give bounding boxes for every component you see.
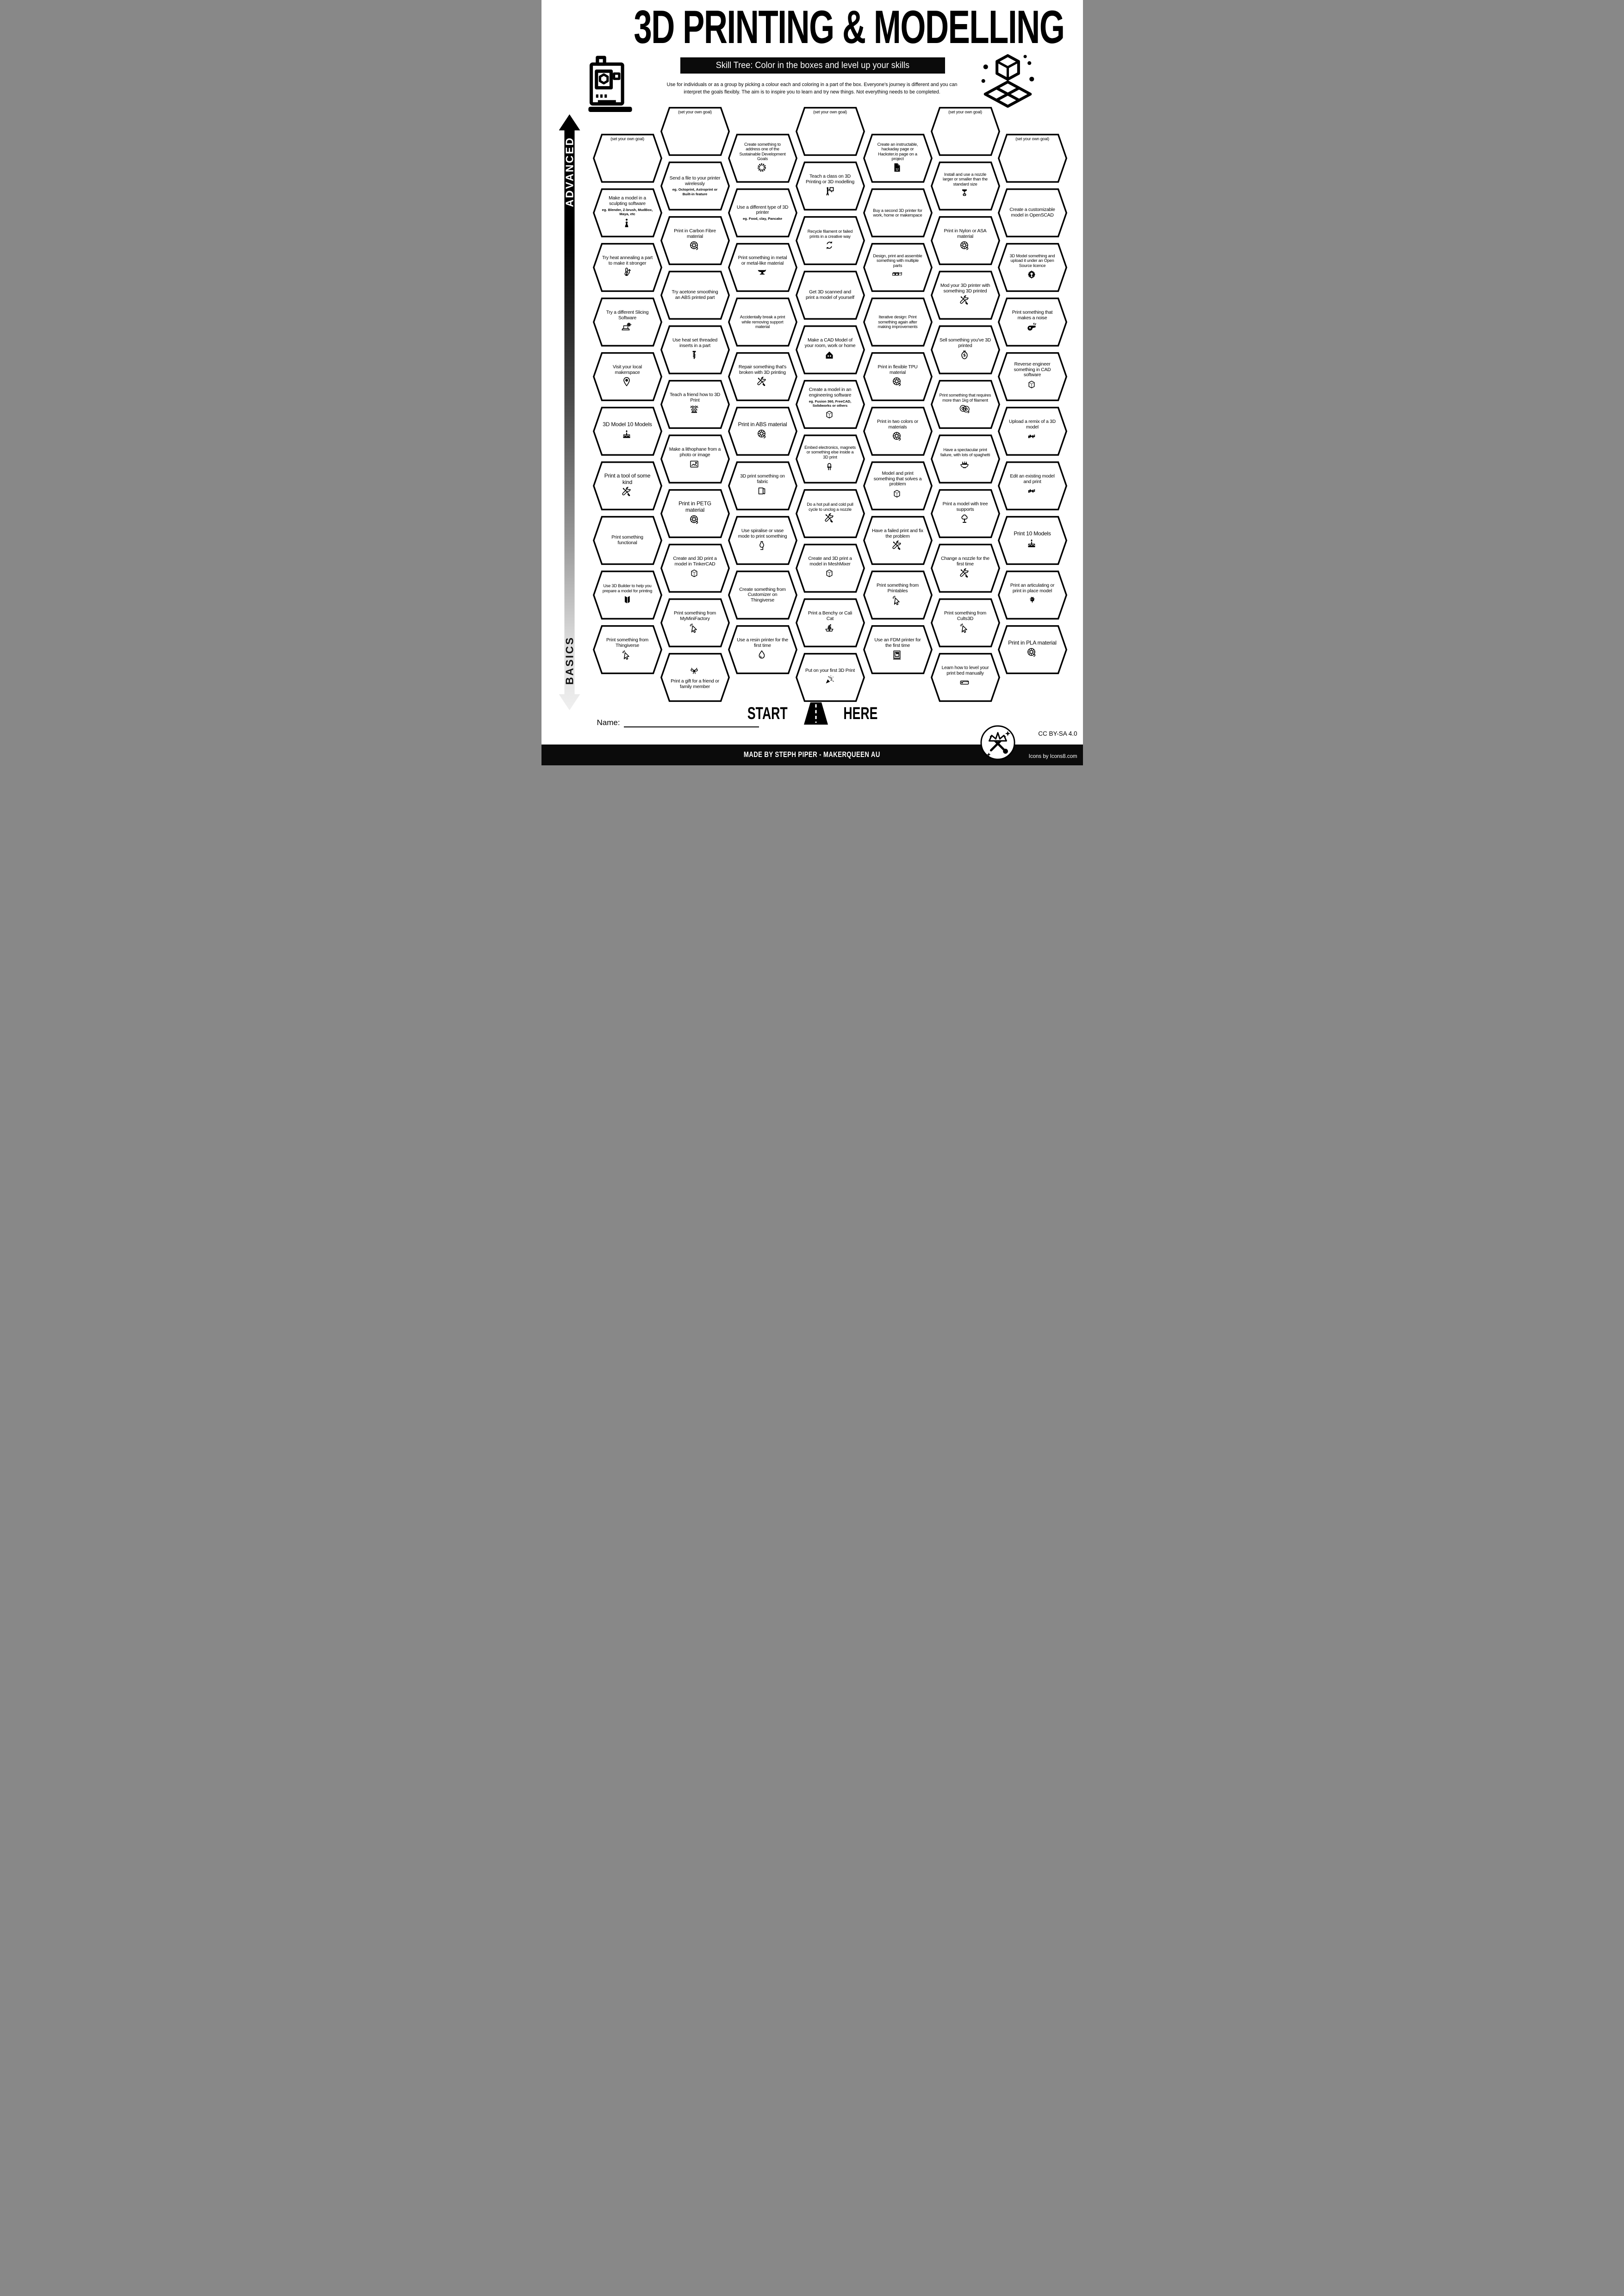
skill-hex-grid [541, 0, 1083, 765]
hex-create-something-from-customizer-on[interactable] [728, 571, 797, 620]
hex-label: (set your own goal) [813, 110, 847, 114]
hex-label: 3D Model 10 Models [603, 421, 652, 428]
hex-label: Use spiralise or vase mode to print something [738, 528, 787, 539]
spool-icon [891, 376, 904, 389]
hex-label: Buy a second 3D printer for work, home or makerspace [873, 208, 922, 217]
tools-icon [959, 295, 971, 307]
hex-label: Create something from Customizer on Thingiverse [739, 587, 786, 603]
hex-embed-electronics-magnets-or-something[interactable] [796, 434, 865, 484]
hex-mod-your-3d-printer-with[interactable] [931, 271, 1000, 320]
cake-icon [1026, 538, 1039, 550]
hex-print-something-from-printables[interactable] [863, 571, 933, 620]
tools-icon [891, 540, 904, 552]
footer-credit: MADE BY STEPH PIPER - MAKERQUEEN AU [744, 751, 880, 759]
hex-print-something-that-requires-more[interactable] [931, 380, 1000, 429]
hex-label: Print in flexible TPU material [877, 364, 918, 375]
hex-label: (set your own goal) [1015, 137, 1049, 141]
axis-label-basics: BASICS [563, 636, 575, 685]
hex-label: Repair something that's broken with 3D printing [738, 364, 787, 375]
hex-label: Print a Benchy or Cali Cat [808, 610, 852, 621]
hex-label: (set your own goal) [610, 137, 644, 141]
hex-label: Print something from Thingiverse [606, 637, 648, 648]
hex-teach-a-class-on-3d[interactable] [796, 161, 865, 211]
laptop-gear-icon [621, 322, 634, 334]
hex-label: Create a customizable model in OpenSCAD [1009, 207, 1055, 218]
vase-icon [756, 540, 769, 552]
hex-label: Try a different Slicing Software [606, 310, 649, 321]
recycle-icon [824, 240, 836, 252]
hex-label: Print something that makes a noise [1012, 310, 1053, 321]
hex-label: Make a CAD Model of your room, work or home [804, 337, 856, 348]
hex-label: Learn how to level your print bed manually [941, 665, 989, 676]
hex-label: Print something from Printables [877, 583, 919, 594]
hex-3d-model-something-and-upload[interactable] [998, 243, 1067, 292]
hex-create-and-3d-print-a[interactable] [660, 544, 730, 593]
hex-iterative-design-print-something-again[interactable] [863, 298, 933, 347]
benchy-icon [824, 622, 836, 635]
hex-print-something-functional[interactable] [593, 516, 662, 565]
hex-create-a-customizable-model-in[interactable] [998, 188, 1067, 237]
hex-sublabel: eg. Blender, Z-brush, MudBox, Maya, etc [602, 207, 653, 217]
hex-model-and-print-something-that[interactable] [863, 461, 933, 510]
hex-label: Upload a remix of a 3D model [1009, 419, 1056, 430]
hex-label: Print a tool of some kind [604, 472, 651, 485]
whistle-icon [1026, 322, 1039, 334]
hex-buy-a-second-3d-printer[interactable] [863, 188, 933, 237]
hex-print-something-that-makes-a[interactable] [998, 298, 1067, 347]
hex-label: Print in ABS material [738, 421, 787, 428]
screw-icon [689, 349, 701, 362]
hex-use-3d-builder-to-help[interactable] [593, 571, 662, 620]
cube-icon [891, 488, 904, 501]
sdg-wheel-icon [756, 162, 769, 174]
axis-label-advanced: ADVANCED [563, 137, 575, 207]
fabric-icon [756, 485, 769, 498]
money-bag-icon [959, 349, 971, 362]
hex-label: Print something that requires more than 1kg of filament [939, 393, 991, 403]
hex-label: Create an instructable, hackaday page or Hackster.io page on a project [877, 142, 918, 161]
hex-label: Edit an existing model and print [1010, 473, 1055, 484]
hex-label: Print a model with tree supports [942, 501, 988, 512]
hex-label: Print something from Cults3D [944, 610, 986, 621]
hex-print-something-from-cults3d[interactable] [931, 598, 1000, 647]
hex-try-a-different-slicing-software[interactable] [593, 298, 662, 347]
hex-teach-a-friend-how-to[interactable] [660, 380, 730, 429]
hex-print-an-articulating-or-print[interactable] [998, 571, 1067, 620]
hex-visit-your-local-makerspace[interactable] [593, 352, 662, 401]
tools-icon [621, 486, 634, 499]
name-field [597, 718, 759, 727]
hex-reverse-engineer-something-in-cad[interactable] [998, 352, 1067, 401]
hex-print-10-models[interactable] [998, 516, 1067, 565]
hex-edit-an-existing-model-and[interactable] [998, 461, 1067, 510]
hex-label: Get 3D scanned and print a model of yourself [806, 290, 854, 300]
hex-set-your-own-goal[interactable] [660, 107, 730, 156]
droplet-icon [756, 649, 769, 662]
hex-design-print-and-assemble-something[interactable] [863, 243, 933, 292]
name-input-line[interactable] [624, 719, 759, 727]
hex-label: Mod your 3D printer with something 3D printed [940, 283, 990, 294]
hex-learn-how-to-level-your[interactable] [931, 653, 1000, 702]
tools-icon [756, 376, 769, 389]
hex-accidentally-break-a-print-while[interactable] [728, 298, 797, 347]
hex-label: Have a spectacular print failure, with lots of spaghetti [940, 447, 990, 457]
hex-label: Send a file to your printer wirelessly [669, 175, 721, 186]
spool-double-icon [959, 403, 971, 416]
hex-put-on-your-first-3d[interactable] [796, 653, 865, 702]
hex-label: Design, print and assemble something with multiple parts [873, 253, 922, 268]
hex-label: Create something to address one of the Sustainable Development Goals [739, 142, 786, 161]
start-label: START [747, 704, 788, 723]
hex-do-a-hot-pull-and[interactable] [796, 489, 865, 538]
hex-label: Create and 3D print a model in MeshMixer [808, 556, 852, 567]
hex-sublabel: eg. Fusion 360, FreeCAD, Solidworks or others [809, 399, 852, 408]
hex-label: (set your own goal) [948, 110, 982, 114]
hex-print-something-in-metal-or[interactable] [728, 243, 797, 292]
tools-icon [824, 513, 836, 525]
hex-label: Try acetone smoothing an ABS printed part [672, 290, 718, 300]
hex-label: Use an FDM printer for the first time [874, 637, 921, 648]
gift-bow-icon [689, 665, 701, 678]
hex-print-in-two-colors-or[interactable] [863, 407, 933, 456]
hex-send-a-file-to-your[interactable] [660, 161, 730, 211]
hex-print-in-abs-material[interactable] [728, 407, 797, 456]
thermometer-up-icon [621, 267, 634, 279]
hex-change-a-nozzle-for-the[interactable] [931, 544, 1000, 593]
hex-label: Print something functional [611, 535, 643, 546]
hex-label: Recycle filament or failed prints in a creative way [807, 229, 853, 239]
led-icon [824, 460, 836, 473]
hex-label: Reverse engineer something in CAD software [1014, 362, 1051, 378]
hex-label: Try heat annealing a part to make it stronger [602, 255, 653, 266]
hex-make-a-lithophane-from-a[interactable] [660, 434, 730, 484]
hex-print-something-from-myminifactory[interactable] [660, 598, 730, 647]
nozzle-icon [959, 187, 971, 200]
here-label: HERE [843, 704, 878, 723]
hex-label: Accidentally break a print while removing support material [740, 315, 785, 329]
spaghetti-bowl-icon [959, 458, 971, 471]
tools-icon [959, 568, 971, 580]
hex-label: Make a model in a sculpting software [609, 196, 646, 207]
hex-label: Print an articulating or print in place model [1010, 583, 1055, 594]
dragon-icon [1026, 595, 1039, 607]
hex-label: 3D Model something and upload it under an Open Source licence [1009, 253, 1055, 268]
hex-print-something-from-thingiverse[interactable] [593, 625, 662, 674]
cursor-click-icon [891, 595, 904, 607]
statue-icon [621, 217, 634, 230]
party-popper-icon [824, 674, 836, 687]
remix-arrows-icon [1026, 431, 1039, 443]
open-source-gear-icon [1026, 269, 1039, 281]
hex-create-and-3d-print-a[interactable] [796, 544, 865, 593]
road-icon [801, 701, 831, 726]
hex-label: Print in PETG material [678, 500, 711, 513]
cube-icon [824, 409, 836, 422]
intro-line-1: Use for individuals or as a group by picking a colour each and coloring in a part of the box. Everyone's journey is different and you can [666, 82, 958, 87]
hex-label: Use 3D Builder to help you prepare a model for printing [602, 583, 653, 593]
tree-icon [959, 513, 971, 526]
hex-label: Print something in metal or metal-like material [738, 255, 787, 266]
banner-text: Skill Tree: Color in the boxes and level up your skills [716, 60, 909, 70]
hex-make-a-cad-model-of[interactable] [796, 325, 865, 374]
house-icon [824, 349, 836, 362]
hex-repair-something-that-s-broken[interactable] [728, 352, 797, 401]
ruler-icon [959, 677, 971, 689]
spool-icon [689, 240, 701, 253]
builder-3d-icon [621, 594, 634, 607]
document-face-icon [891, 162, 904, 174]
hex-label: Teach a class on 3D Printing or 3D modelling [805, 174, 855, 185]
hex-use-spiralise-or-vase-mode[interactable] [728, 516, 797, 565]
hex-label: Print a gift for a friend or family member [671, 678, 719, 689]
makerqueen-logo [980, 725, 1016, 761]
hex-use-heat-set-threaded-inserts[interactable] [660, 325, 730, 374]
hex-label: Print something from MyMiniFactory [674, 610, 716, 621]
anvil-icon [756, 267, 769, 279]
hex-have-a-spectacular-print-failure[interactable] [931, 434, 1000, 484]
cursor-click-icon [621, 649, 634, 662]
cake-icon [621, 428, 634, 441]
hex-3d-model-10-models[interactable] [593, 407, 662, 456]
hex-label: Do a hot pull and cold pull cycle to unclog a nozzle [807, 502, 853, 512]
hex-label: Sell something you've 3D printed [939, 337, 991, 348]
hex-recycle-filament-or-failed-prints[interactable] [796, 216, 865, 265]
hex-label: Print 10 Models [1014, 530, 1051, 537]
hex-set-your-own-goal[interactable] [998, 134, 1067, 183]
hex-have-a-failed-print-and[interactable] [863, 516, 933, 565]
hex-label: Teach a friend how to 3D Print [669, 392, 721, 403]
hex-print-in-flexible-tpu-material[interactable] [863, 352, 933, 401]
hex-print-in-nylon-or-asa[interactable] [931, 216, 1000, 265]
hex-try-heat-annealing-a-part[interactable] [593, 243, 662, 292]
hex-try-acetone-smoothing-an-abs[interactable] [660, 271, 730, 320]
hex-label: Have a failed print and fix the problem [872, 528, 923, 539]
hex-use-an-fdm-printer-for[interactable] [863, 625, 933, 674]
hex-print-a-gift-for-a[interactable] [660, 653, 730, 702]
intro-line-2: interpret the goals flexibly. The aim is to inspire you to learn and try new things. Not everything needs to be completed. [684, 89, 940, 95]
hex-sell-something-you-ve-3d[interactable] [931, 325, 1000, 374]
hex-label: Embed electronics, magnets or something else inside a 3D print [804, 445, 856, 459]
name-label: Name: [597, 718, 620, 727]
page-title: 3D PRINTING & MODELLING [633, 1, 1064, 53]
cube-icon [1026, 379, 1039, 391]
hex-set-your-own-goal[interactable] [931, 107, 1000, 156]
map-pin-icon [621, 376, 634, 389]
hex-create-something-to-address-one[interactable] [728, 134, 797, 183]
hex-label: Print in Nylon or ASA material [944, 228, 987, 239]
hex-get-3d-scanned-and-print[interactable] [796, 271, 865, 320]
hex-set-your-own-goal[interactable] [593, 134, 662, 183]
skill-tree-poster [541, 0, 1083, 765]
hex-label: Create a model in an engineering software [809, 387, 852, 398]
hex-sublabel: eg. Octoprint, Astroprint or Built-in feature [672, 187, 718, 196]
hex-label: Change a nozzle for the first time [941, 556, 989, 567]
photo-icon [689, 459, 701, 471]
cubes-three-icon [891, 269, 904, 281]
hex-make-a-model-in-a[interactable] [593, 188, 662, 237]
hex-label: Print in two colors or materials [877, 419, 918, 430]
hex-label: Use a different type of 3D printer [736, 205, 789, 216]
hex-print-in-pla-material[interactable] [998, 625, 1067, 674]
cube-icon [689, 568, 701, 580]
hex-label: 3D print something on fabric [740, 473, 785, 484]
spool-icon [1026, 647, 1039, 659]
hex-label: Visit your local makerspace [613, 364, 642, 375]
hex-create-a-model-in-an[interactable] [796, 380, 865, 429]
cube-icon [824, 568, 836, 580]
hex-label: Model and print something that solves a problem [873, 471, 922, 487]
hex-label: Print in Carbon Fibre material [674, 228, 716, 239]
cursor-click-icon [689, 622, 701, 635]
icons-credit: Icons by Icons8.com [1028, 754, 1077, 759]
hex-use-a-different-type-of[interactable] [728, 188, 797, 237]
hex-print-a-benchy-or-cali[interactable] [796, 598, 865, 647]
hex-label: (set your own goal) [678, 110, 712, 114]
hex-print-a-tool-of-some[interactable] [593, 461, 662, 510]
hex-sublabel: eg. Food, clay, Pancake [742, 216, 783, 221]
hex-print-a-model-with-tree[interactable] [931, 489, 1000, 538]
hex-print-in-petg-material[interactable] [660, 489, 730, 538]
hex-label: Put on your first 3D Print [805, 668, 855, 673]
spool-icon [891, 431, 904, 443]
hex-label: Print in PLA material [1008, 639, 1057, 646]
spool-icon [756, 428, 769, 441]
hex-print-in-carbon-fibre-material[interactable] [660, 216, 730, 265]
hex-label: Install and use a nozzle larger or smaller than the standard size [943, 172, 988, 186]
hex-label: Make a lithophane from a photo or image [669, 447, 721, 458]
hex-create-an-instructable-hackaday-page[interactable] [863, 134, 933, 183]
hex-set-your-own-goal[interactable] [796, 107, 865, 156]
hex-label: Iterative design: Print something again after making improvements [877, 315, 918, 329]
printer-3d-icon [891, 649, 904, 662]
hex-label: Use a resin printer for the first time [737, 637, 788, 648]
hex-install-and-use-a-nozzle[interactable] [931, 161, 1000, 211]
teacher-board-icon [824, 186, 836, 198]
hex-label: Use heat set threaded inserts in a part [672, 337, 718, 348]
remix-arrows-icon [1026, 485, 1039, 498]
hex-3d-print-something-on-fabric[interactable] [728, 461, 797, 510]
teach-friend-icon [689, 404, 701, 416]
license-text: CC BY-SA 4.0 [1038, 730, 1077, 737]
hex-label: Create and 3D print a model in TinkerCAD [673, 556, 717, 567]
spool-icon [689, 514, 701, 527]
hex-upload-a-remix-of-a[interactable] [998, 407, 1067, 456]
spool-icon [959, 240, 971, 253]
cursor-click-icon [959, 622, 971, 635]
hex-use-a-resin-printer-for[interactable] [728, 625, 797, 674]
